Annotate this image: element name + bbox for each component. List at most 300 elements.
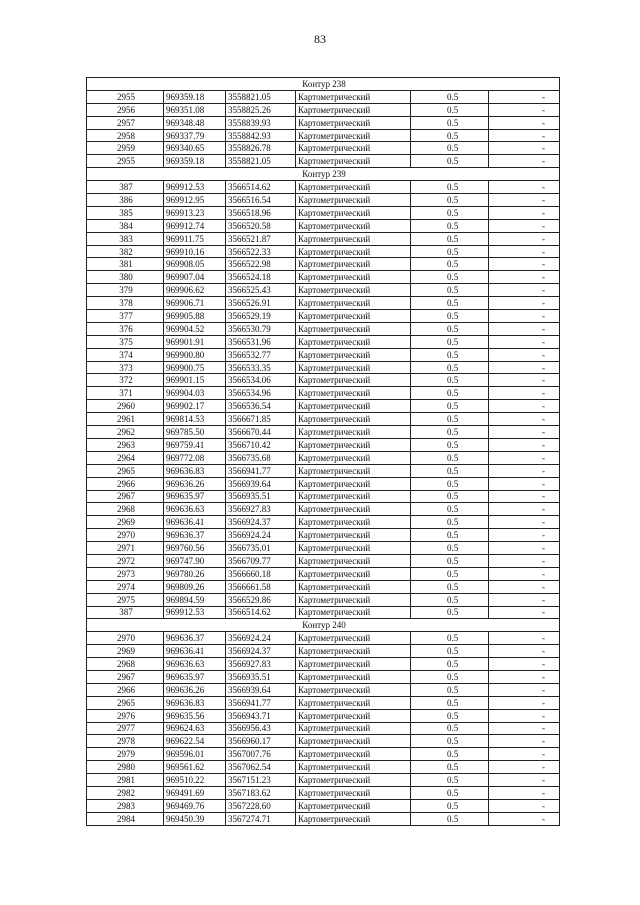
precision-cell: 0.5: [411, 438, 489, 451]
table-row: [87, 464, 560, 477]
y-coordinate-cell: 3566660.18: [226, 567, 296, 580]
precision-cell: 0.5: [411, 451, 489, 464]
x-coordinate-cell: 969904.52: [164, 322, 226, 335]
x-coordinate-cell: 969596.01: [164, 748, 226, 761]
y-coordinate-cell: 3566935.51: [226, 670, 296, 683]
precision-cell: 0.5: [411, 670, 489, 683]
method-cell: Картометрический: [296, 103, 411, 116]
precision-cell: 0.5: [411, 477, 489, 490]
y-coordinate-cell: 3566516.54: [226, 194, 296, 207]
precision-cell: 0.5: [411, 361, 489, 374]
table-row: [87, 786, 560, 799]
precision-cell: 0.5: [411, 606, 489, 619]
y-coordinate-cell: 3566941.77: [226, 464, 296, 477]
point-number-cell: 379: [87, 284, 164, 297]
point-number-cell: 2981: [87, 774, 164, 787]
precision-cell: 0.5: [411, 258, 489, 271]
table-row: [87, 322, 560, 335]
x-coordinate-cell: 969901.15: [164, 374, 226, 387]
x-coordinate-cell: 969636.41: [164, 645, 226, 658]
table-row: [87, 606, 560, 619]
precision-cell: 0.5: [411, 503, 489, 516]
x-coordinate-cell: 969772.08: [164, 451, 226, 464]
description-cell: -: [489, 580, 560, 593]
table-row: [87, 438, 560, 451]
y-coordinate-cell: 3566529.19: [226, 310, 296, 323]
precision-cell: 0.5: [411, 799, 489, 812]
description-cell: -: [489, 181, 560, 194]
description-cell: -: [489, 786, 560, 799]
point-number-cell: 2966: [87, 477, 164, 490]
x-coordinate-cell: 969636.83: [164, 464, 226, 477]
contour-title: Контур 239: [87, 168, 560, 181]
method-cell: Картометрический: [296, 709, 411, 722]
method-cell: Картометрический: [296, 413, 411, 426]
x-coordinate-cell: 969912.95: [164, 194, 226, 207]
precision-cell: 0.5: [411, 529, 489, 542]
x-coordinate-cell: 969912.53: [164, 606, 226, 619]
method-cell: Картометрический: [296, 361, 411, 374]
description-cell: -: [489, 709, 560, 722]
table-row: [87, 335, 560, 348]
method-cell: Картометрический: [296, 786, 411, 799]
table-row: [87, 451, 560, 464]
description-cell: -: [489, 284, 560, 297]
precision-cell: 0.5: [411, 219, 489, 232]
table-row: [87, 129, 560, 142]
description-cell: -: [489, 722, 560, 735]
y-coordinate-cell: 3566533.35: [226, 361, 296, 374]
description-cell: -: [489, 593, 560, 606]
contour-title: Контур 240: [87, 619, 560, 632]
method-cell: Картометрический: [296, 374, 411, 387]
y-coordinate-cell: 3566520.58: [226, 219, 296, 232]
x-coordinate-cell: 969780.26: [164, 567, 226, 580]
description-cell: -: [489, 361, 560, 374]
method-cell: Картометрический: [296, 748, 411, 761]
point-number-cell: 2975: [87, 593, 164, 606]
point-number-cell: 2965: [87, 696, 164, 709]
x-coordinate-cell: 969636.41: [164, 516, 226, 529]
y-coordinate-cell: 3566521.87: [226, 232, 296, 245]
table-row: [87, 271, 560, 284]
point-number-cell: 2977: [87, 722, 164, 735]
point-number-cell: 2980: [87, 761, 164, 774]
y-coordinate-cell: 3566710.42: [226, 438, 296, 451]
precision-cell: 0.5: [411, 206, 489, 219]
precision-cell: 0.5: [411, 812, 489, 825]
x-coordinate-cell: 969636.63: [164, 658, 226, 671]
method-cell: Картометрический: [296, 297, 411, 310]
x-coordinate-cell: 969910.16: [164, 245, 226, 258]
x-coordinate-cell: 969635.97: [164, 490, 226, 503]
point-number-cell: 2955: [87, 90, 164, 103]
table-row: [87, 284, 560, 297]
contour-header-row: [87, 78, 560, 91]
point-number-cell: 376: [87, 322, 164, 335]
y-coordinate-cell: 3566941.77: [226, 696, 296, 709]
description-cell: -: [489, 670, 560, 683]
x-coordinate-cell: 969759.41: [164, 438, 226, 451]
point-number-cell: 387: [87, 606, 164, 619]
y-coordinate-cell: 3566671.85: [226, 413, 296, 426]
precision-cell: 0.5: [411, 761, 489, 774]
table-row: [87, 155, 560, 168]
table-row: [87, 567, 560, 580]
method-cell: Картометрический: [296, 542, 411, 555]
description-cell: -: [489, 799, 560, 812]
table-row: [87, 645, 560, 658]
method-cell: Картометрический: [296, 322, 411, 335]
point-number-cell: 2965: [87, 464, 164, 477]
y-coordinate-cell: 3558839.93: [226, 116, 296, 129]
point-number-cell: 2970: [87, 529, 164, 542]
method-cell: Картометрический: [296, 206, 411, 219]
description-cell: -: [489, 297, 560, 310]
page-number: 83: [314, 32, 326, 46]
point-number-cell: 381: [87, 258, 164, 271]
description-cell: -: [489, 567, 560, 580]
precision-cell: 0.5: [411, 90, 489, 103]
y-coordinate-cell: 3566534.06: [226, 374, 296, 387]
method-cell: Картометрический: [296, 142, 411, 155]
x-coordinate-cell: 969510.22: [164, 774, 226, 787]
y-coordinate-cell: 3558825.26: [226, 103, 296, 116]
x-coordinate-cell: 969900.75: [164, 361, 226, 374]
precision-cell: 0.5: [411, 245, 489, 258]
table-row: [87, 503, 560, 516]
x-coordinate-cell: 969450.39: [164, 812, 226, 825]
x-coordinate-cell: 969469.76: [164, 799, 226, 812]
precision-cell: 0.5: [411, 722, 489, 735]
precision-cell: 0.5: [411, 748, 489, 761]
point-number-cell: 2961: [87, 413, 164, 426]
point-number-cell: 386: [87, 194, 164, 207]
method-cell: Картометрический: [296, 529, 411, 542]
point-number-cell: 2976: [87, 709, 164, 722]
point-number-cell: 2955: [87, 155, 164, 168]
description-cell: -: [489, 606, 560, 619]
table-row: [87, 181, 560, 194]
x-coordinate-cell: 969906.71: [164, 297, 226, 310]
description-cell: -: [489, 683, 560, 696]
method-cell: Картометрический: [296, 464, 411, 477]
precision-cell: 0.5: [411, 348, 489, 361]
method-cell: Картометрический: [296, 451, 411, 464]
x-coordinate-cell: 969636.26: [164, 683, 226, 696]
x-coordinate-cell: 969359.18: [164, 155, 226, 168]
y-coordinate-cell: 3558821.05: [226, 155, 296, 168]
x-coordinate-cell: 969636.26: [164, 477, 226, 490]
table-row: [87, 529, 560, 542]
point-number-cell: 2964: [87, 451, 164, 464]
description-cell: -: [489, 374, 560, 387]
precision-cell: 0.5: [411, 413, 489, 426]
table-row: [87, 683, 560, 696]
description-cell: -: [489, 194, 560, 207]
method-cell: Картометрический: [296, 155, 411, 168]
description-cell: -: [489, 90, 560, 103]
table-row: [87, 374, 560, 387]
method-cell: Картометрический: [296, 284, 411, 297]
y-coordinate-cell: 3566956.43: [226, 722, 296, 735]
description-cell: -: [489, 438, 560, 451]
method-cell: Картометрический: [296, 490, 411, 503]
method-cell: Картометрический: [296, 722, 411, 735]
point-number-cell: 2963: [87, 438, 164, 451]
method-cell: Картометрический: [296, 271, 411, 284]
point-number-cell: 2962: [87, 426, 164, 439]
description-cell: -: [489, 464, 560, 477]
x-coordinate-cell: 969901.91: [164, 335, 226, 348]
x-coordinate-cell: 969905.88: [164, 310, 226, 323]
y-coordinate-cell: 3566531.96: [226, 335, 296, 348]
table-row: [87, 116, 560, 129]
method-cell: Картометрический: [296, 387, 411, 400]
description-cell: -: [489, 271, 560, 284]
precision-cell: 0.5: [411, 735, 489, 748]
table-row: [87, 348, 560, 361]
table-row: [87, 799, 560, 812]
table-row: [87, 593, 560, 606]
description-cell: -: [489, 206, 560, 219]
precision-cell: 0.5: [411, 322, 489, 335]
y-coordinate-cell: 3566522.33: [226, 245, 296, 258]
y-coordinate-cell: 3566960.17: [226, 735, 296, 748]
point-number-cell: 2982: [87, 786, 164, 799]
method-cell: Картометрический: [296, 645, 411, 658]
y-coordinate-cell: 3566532.77: [226, 348, 296, 361]
point-number-cell: 387: [87, 181, 164, 194]
precision-cell: 0.5: [411, 271, 489, 284]
method-cell: Картометрический: [296, 181, 411, 194]
description-cell: -: [489, 529, 560, 542]
y-coordinate-cell: 3567151.23: [226, 774, 296, 787]
method-cell: Картометрический: [296, 438, 411, 451]
contour-title: Контур 238: [87, 78, 560, 91]
point-number-cell: 2956: [87, 103, 164, 116]
precision-cell: 0.5: [411, 374, 489, 387]
y-coordinate-cell: 3566670.44: [226, 426, 296, 439]
method-cell: Картометрический: [296, 129, 411, 142]
point-number-cell: 373: [87, 361, 164, 374]
x-coordinate-cell: 969636.37: [164, 529, 226, 542]
description-cell: -: [489, 142, 560, 155]
precision-cell: 0.5: [411, 567, 489, 580]
precision-cell: 0.5: [411, 516, 489, 529]
contour-header-row: [87, 168, 560, 181]
table-row: [87, 542, 560, 555]
table-row: [87, 580, 560, 593]
table-row: [87, 722, 560, 735]
x-coordinate-cell: 969340.65: [164, 142, 226, 155]
point-number-cell: 2971: [87, 542, 164, 555]
x-coordinate-cell: 969636.63: [164, 503, 226, 516]
method-cell: Картометрический: [296, 658, 411, 671]
y-coordinate-cell: 3566935.51: [226, 490, 296, 503]
x-coordinate-cell: 969809.26: [164, 580, 226, 593]
method-cell: Картометрический: [296, 812, 411, 825]
precision-cell: 0.5: [411, 426, 489, 439]
point-number-cell: 2972: [87, 554, 164, 567]
x-coordinate-cell: 969351.08: [164, 103, 226, 116]
precision-cell: 0.5: [411, 683, 489, 696]
x-coordinate-cell: 969624.63: [164, 722, 226, 735]
y-coordinate-cell: 3566924.37: [226, 645, 296, 658]
y-coordinate-cell: 3566709.77: [226, 554, 296, 567]
precision-cell: 0.5: [411, 284, 489, 297]
table-row: [87, 670, 560, 683]
precision-cell: 0.5: [411, 709, 489, 722]
precision-cell: 0.5: [411, 554, 489, 567]
description-cell: -: [489, 400, 560, 413]
precision-cell: 0.5: [411, 142, 489, 155]
table-row: [87, 709, 560, 722]
precision-cell: 0.5: [411, 400, 489, 413]
method-cell: Картометрический: [296, 310, 411, 323]
y-coordinate-cell: 3566514.62: [226, 181, 296, 194]
description-cell: -: [489, 413, 560, 426]
point-number-cell: 2983: [87, 799, 164, 812]
point-number-cell: 382: [87, 245, 164, 258]
table-row: [87, 90, 560, 103]
point-number-cell: 374: [87, 348, 164, 361]
table-row: [87, 361, 560, 374]
y-coordinate-cell: 3567228.60: [226, 799, 296, 812]
table-row: [87, 774, 560, 787]
y-coordinate-cell: 3558826.78: [226, 142, 296, 155]
table-row: [87, 477, 560, 490]
x-coordinate-cell: 969635.97: [164, 670, 226, 683]
precision-cell: 0.5: [411, 786, 489, 799]
table-row: [87, 219, 560, 232]
y-coordinate-cell: 3566943.71: [226, 709, 296, 722]
precision-cell: 0.5: [411, 103, 489, 116]
y-coordinate-cell: 3558821.05: [226, 90, 296, 103]
x-coordinate-cell: 969906.62: [164, 284, 226, 297]
point-number-cell: 377: [87, 310, 164, 323]
method-cell: Картометрический: [296, 219, 411, 232]
description-cell: -: [489, 258, 560, 271]
description-cell: -: [489, 129, 560, 142]
description-cell: -: [489, 761, 560, 774]
coordinates-table: [86, 77, 560, 826]
point-number-cell: 2968: [87, 503, 164, 516]
table-row: [87, 426, 560, 439]
y-coordinate-cell: 3566514.62: [226, 606, 296, 619]
coordinates-table-container: [86, 77, 559, 826]
x-coordinate-cell: 969491.69: [164, 786, 226, 799]
y-coordinate-cell: 3558842.93: [226, 129, 296, 142]
description-cell: -: [489, 735, 560, 748]
point-number-cell: 2973: [87, 567, 164, 580]
method-cell: Картометрический: [296, 348, 411, 361]
x-coordinate-cell: 969912.74: [164, 219, 226, 232]
table-row: [87, 413, 560, 426]
point-number-cell: 2957: [87, 116, 164, 129]
y-coordinate-cell: 3567274.71: [226, 812, 296, 825]
description-cell: -: [489, 632, 560, 645]
table-row: [87, 103, 560, 116]
precision-cell: 0.5: [411, 155, 489, 168]
y-coordinate-cell: 3566661.58: [226, 580, 296, 593]
point-number-cell: 2978: [87, 735, 164, 748]
precision-cell: 0.5: [411, 580, 489, 593]
point-number-cell: 2974: [87, 580, 164, 593]
precision-cell: 0.5: [411, 194, 489, 207]
table-row: [87, 735, 560, 748]
description-cell: -: [489, 748, 560, 761]
y-coordinate-cell: 3567062.54: [226, 761, 296, 774]
description-cell: -: [489, 387, 560, 400]
method-cell: Картометрический: [296, 232, 411, 245]
x-coordinate-cell: 969348.48: [164, 116, 226, 129]
x-coordinate-cell: 969747.90: [164, 554, 226, 567]
table-row: [87, 245, 560, 258]
description-cell: -: [489, 335, 560, 348]
method-cell: Картометрический: [296, 735, 411, 748]
y-coordinate-cell: 3567183.62: [226, 786, 296, 799]
method-cell: Картометрический: [296, 593, 411, 606]
x-coordinate-cell: 969904.03: [164, 387, 226, 400]
method-cell: Картометрический: [296, 516, 411, 529]
x-coordinate-cell: 969894.59: [164, 593, 226, 606]
method-cell: Картометрический: [296, 799, 411, 812]
y-coordinate-cell: 3566735.01: [226, 542, 296, 555]
point-number-cell: 378: [87, 297, 164, 310]
point-number-cell: 383: [87, 232, 164, 245]
method-cell: Картометрический: [296, 632, 411, 645]
precision-cell: 0.5: [411, 387, 489, 400]
table-row: [87, 516, 560, 529]
x-coordinate-cell: 969636.37: [164, 632, 226, 645]
description-cell: -: [489, 812, 560, 825]
y-coordinate-cell: 3566529.86: [226, 593, 296, 606]
precision-cell: 0.5: [411, 696, 489, 709]
table-row: [87, 400, 560, 413]
point-number-cell: 2966: [87, 683, 164, 696]
table-row: [87, 258, 560, 271]
coordinates-table-body: [87, 78, 560, 826]
point-number-cell: 385: [87, 206, 164, 219]
x-coordinate-cell: 969913.23: [164, 206, 226, 219]
table-row: [87, 812, 560, 825]
precision-cell: 0.5: [411, 632, 489, 645]
precision-cell: 0.5: [411, 181, 489, 194]
point-number-cell: 380: [87, 271, 164, 284]
y-coordinate-cell: 3566939.64: [226, 683, 296, 696]
y-coordinate-cell: 3566939.64: [226, 477, 296, 490]
point-number-cell: 2967: [87, 490, 164, 503]
x-coordinate-cell: 969911.75: [164, 232, 226, 245]
point-number-cell: 2969: [87, 516, 164, 529]
table-row: [87, 632, 560, 645]
point-number-cell: 2967: [87, 670, 164, 683]
table-row: [87, 748, 560, 761]
y-coordinate-cell: 3566518.96: [226, 206, 296, 219]
y-coordinate-cell: 3566927.83: [226, 658, 296, 671]
method-cell: Картометрический: [296, 116, 411, 129]
description-cell: -: [489, 658, 560, 671]
method-cell: Картометрический: [296, 426, 411, 439]
table-row: [87, 658, 560, 671]
table-row: [87, 142, 560, 155]
method-cell: Картометрический: [296, 503, 411, 516]
description-cell: -: [489, 426, 560, 439]
table-row: [87, 490, 560, 503]
y-coordinate-cell: 3566927.83: [226, 503, 296, 516]
point-number-cell: 372: [87, 374, 164, 387]
